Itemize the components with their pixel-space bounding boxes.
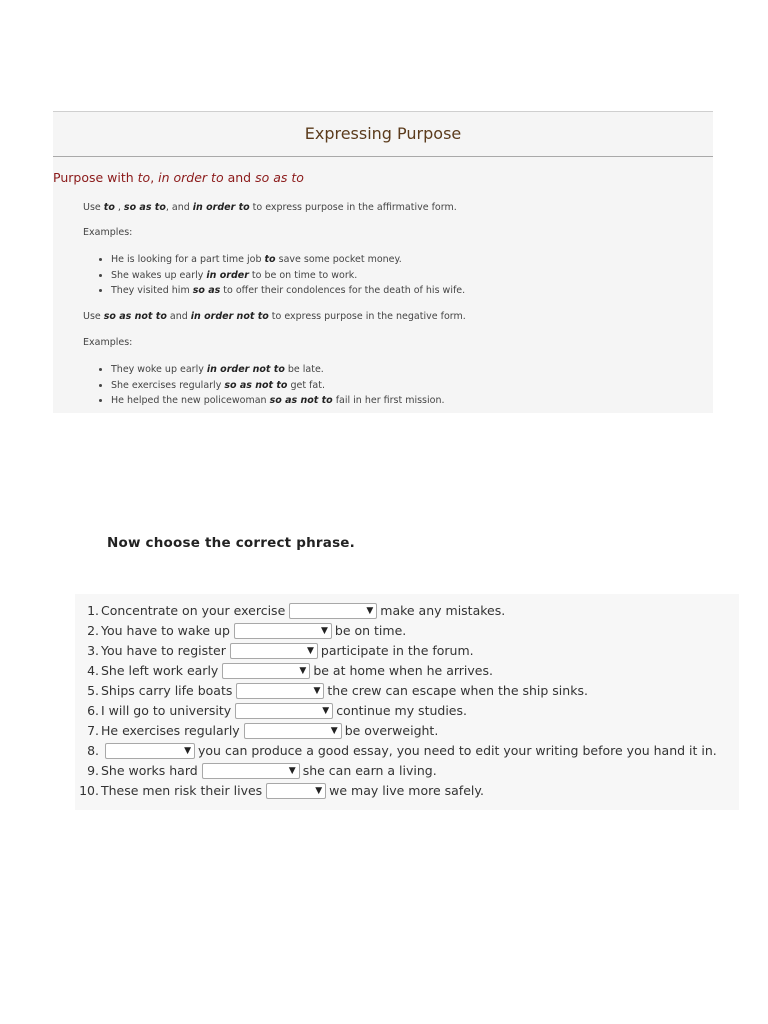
question-text-after: be at home when he arrives. (313, 663, 493, 678)
intro-text: to express purpose in the negative form. (268, 311, 466, 322)
example-text: They visited him (111, 285, 193, 296)
question-row (75, 781, 484, 801)
examples-list-negative (93, 362, 445, 409)
negative-intro (83, 311, 466, 322)
examples-label: Examples: (83, 227, 133, 238)
list-item (111, 252, 465, 268)
section-heading-sep: and (223, 170, 256, 185)
affirmative-intro (83, 202, 457, 213)
question-text-before: He exercises regularly (101, 723, 240, 738)
question-number: 7. (87, 723, 99, 738)
chevron-down-icon: ▼ (306, 646, 314, 656)
answer-dropdown[interactable] (230, 643, 318, 659)
example-keyword: so as not to (224, 379, 288, 391)
chevron-down-icon: ▼ (330, 726, 338, 736)
example-text: fail in her first mission. (332, 395, 445, 406)
section-heading (53, 170, 304, 185)
question-text-before: Concentrate on your exercise (101, 603, 286, 618)
chevron-down-icon: ▼ (322, 706, 330, 716)
example-text: He helped the new policewoman (111, 395, 270, 406)
example-text: to be on time to work. (248, 269, 358, 281)
question-number: 2. (87, 623, 99, 638)
answer-dropdown[interactable] (202, 763, 300, 779)
example-text: She wakes up early (111, 269, 207, 281)
question-text-after: be on time. (334, 623, 407, 638)
intro-text: Use (83, 311, 104, 322)
question-number: 1. (87, 603, 99, 618)
question-text-before: Ships carry life boats (101, 683, 233, 698)
question-text-before: She left work early (101, 663, 219, 678)
example-text: get fat. (287, 379, 325, 391)
question-text-after: we may live more safely. (329, 783, 484, 798)
lesson-title: Expressing Purpose (53, 112, 713, 157)
question-row (75, 721, 438, 741)
list-item (111, 393, 445, 409)
chevron-down-icon: ▼ (320, 626, 328, 636)
intro-text: , and (165, 202, 193, 213)
section-heading-term-in-order-to: in order to (158, 170, 224, 185)
question-text-before: I will go to university (101, 703, 232, 718)
example-text: She exercises regularly (111, 379, 225, 391)
question-row (75, 661, 493, 681)
question-number: 4. (87, 663, 99, 678)
exercise-panel (75, 594, 739, 810)
question-number: 5. (87, 683, 99, 698)
section-heading-term-to: to (137, 170, 151, 185)
list-item (111, 283, 465, 299)
answer-dropdown[interactable] (236, 683, 324, 699)
intro-keyword: in order to (192, 202, 250, 213)
intro-text: , (114, 202, 124, 213)
question-text-after: participate in the forum. (320, 643, 474, 658)
example-text: to offer their condolences for the death of his wife. (220, 285, 466, 296)
intro-keyword: in order not to (190, 311, 269, 322)
intro-keyword: to (103, 202, 115, 213)
section-heading-sep: , (150, 170, 159, 185)
list-item (111, 378, 445, 394)
answer-dropdown[interactable] (235, 703, 333, 719)
list-item (111, 268, 465, 284)
exercise-instruction: Now choose the correct phrase. (107, 535, 355, 551)
example-keyword: so as not to (269, 395, 333, 406)
examples-label: Examples: (83, 337, 133, 348)
question-text-after: the crew can escape when the ship sinks. (327, 683, 588, 698)
answer-dropdown[interactable] (244, 723, 342, 739)
question-row (75, 701, 467, 721)
question-row (75, 641, 474, 661)
intro-keyword: so as to (123, 202, 166, 213)
chevron-down-icon: ▼ (366, 606, 374, 616)
intro-text: Use (83, 202, 104, 213)
example-text: be late. (284, 364, 324, 375)
chevron-down-icon: ▼ (184, 746, 191, 756)
section-heading-term-so-as-to: so as to (255, 170, 304, 185)
example-text: They woke up early (111, 364, 207, 375)
chevron-down-icon: ▼ (315, 786, 323, 796)
question-number: 9. (87, 763, 99, 778)
section-heading-prefix: Purpose with (53, 170, 138, 185)
example-text: save some pocket money. (275, 254, 402, 265)
question-text-after: make any mistakes. (380, 603, 506, 618)
answer-dropdown[interactable] (234, 623, 332, 639)
question-text-before: These men risk their lives (101, 783, 263, 798)
chevron-down-icon: ▼ (299, 666, 307, 676)
answer-dropdown[interactable] (222, 663, 310, 679)
question-text-after: continue my studies. (336, 703, 467, 718)
examples-list-affirmative (93, 252, 465, 299)
question-text-after: you can produce a good essay, you need to edit your writing before you hand it in. (198, 743, 717, 758)
answer-dropdown[interactable] (289, 603, 377, 619)
question-row (75, 741, 717, 761)
answer-dropdown[interactable] (266, 783, 326, 799)
lesson-panel (53, 111, 713, 413)
question-number: 6. (87, 703, 99, 718)
example-keyword: to (264, 254, 276, 265)
chevron-down-icon: ▼ (288, 766, 296, 776)
question-number: 8. (87, 743, 99, 758)
answer-dropdown[interactable] (105, 743, 195, 759)
question-row (75, 761, 437, 781)
question-text-after: she can earn a living. (302, 763, 437, 778)
question-row (75, 621, 406, 641)
example-keyword: in order not to (206, 364, 285, 375)
question-text-before: You have to register (101, 643, 226, 658)
intro-keyword: so as not to (103, 311, 167, 322)
example-text: He is looking for a part time job (111, 254, 265, 265)
example-keyword: in order (206, 269, 249, 281)
question-text-before: She works hard (101, 763, 198, 778)
question-text-before: You have to wake up (101, 623, 230, 638)
example-keyword: so as (192, 285, 221, 296)
question-row (75, 681, 588, 701)
question-number: 10. (79, 783, 99, 798)
question-number: 3. (87, 643, 99, 658)
intro-text: and (166, 311, 191, 322)
intro-text: to express purpose in the affirmative form. (249, 202, 457, 213)
list-item (111, 362, 445, 378)
question-row (75, 601, 505, 621)
chevron-down-icon: ▼ (313, 686, 321, 696)
question-text-after: be overweight. (344, 723, 439, 738)
